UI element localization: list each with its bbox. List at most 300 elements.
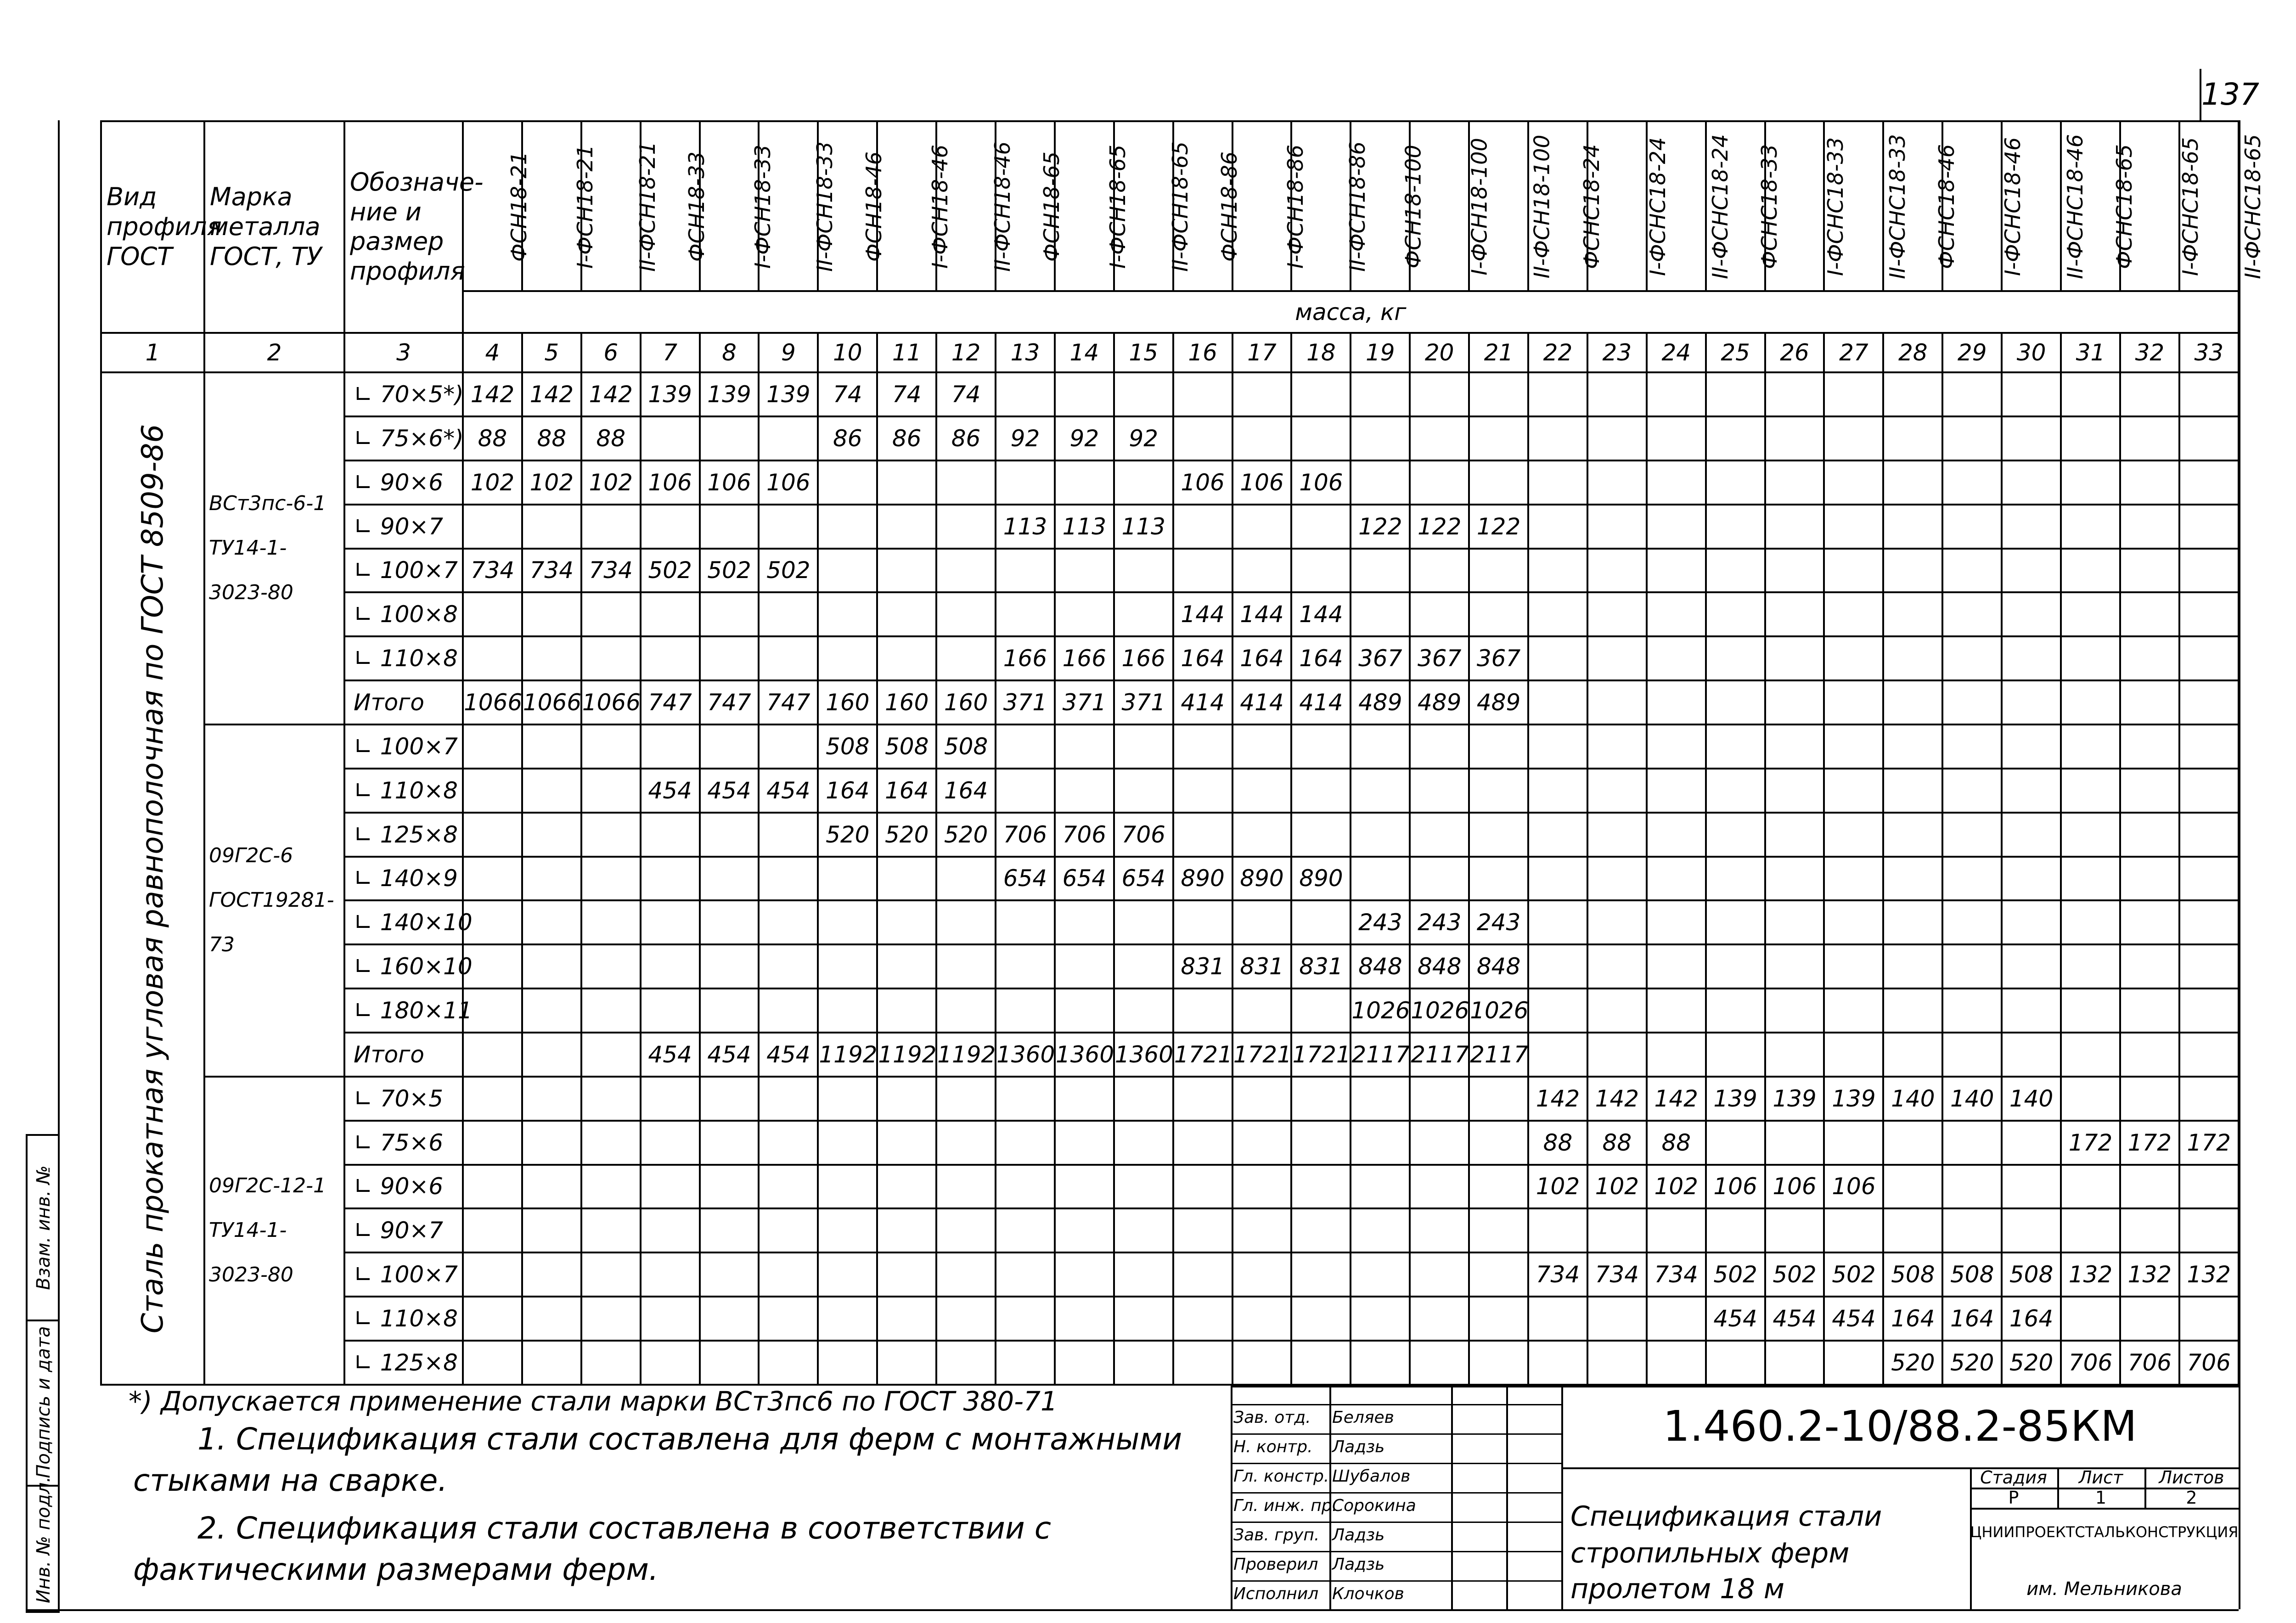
mass-value	[1883, 724, 1942, 769]
mass-value	[2179, 1077, 2239, 1121]
mass-value	[522, 1341, 581, 1385]
mass-value: 164	[1291, 636, 1351, 680]
header-column-number: 15	[1114, 333, 1173, 372]
mass-value: 454	[759, 769, 818, 813]
mass-value: 1026	[1469, 988, 1528, 1033]
mass-value: 172	[2120, 1121, 2179, 1165]
mass-value	[2179, 505, 2239, 549]
title-block	[1231, 1386, 2239, 1609]
mass-value: 106	[1291, 461, 1351, 505]
mass-value	[936, 900, 996, 944]
header-column-number: 18	[1291, 333, 1351, 372]
mass-value	[2120, 813, 2179, 857]
sheet-value: 1	[2095, 1488, 2107, 1508]
steel-standard: ГОСТ19281-73	[209, 888, 334, 956]
mass-value	[1173, 724, 1232, 769]
mass-value	[1942, 988, 2002, 1033]
mass-value	[1647, 857, 1706, 901]
mass-value	[1469, 461, 1528, 505]
mass-value	[1291, 1165, 1351, 1209]
mass-value: 502	[1765, 1252, 1824, 1297]
mass-value	[2179, 988, 2239, 1033]
mass-value	[1291, 724, 1351, 769]
mass-value	[1706, 680, 1765, 724]
mass-value	[1647, 592, 1706, 636]
mass-value: 520	[877, 813, 936, 857]
mass-value: 1026	[1410, 988, 1469, 1033]
mass-value	[1647, 1341, 1706, 1385]
stamp-role: Зав. груп.	[1233, 1526, 1320, 1544]
mass-value	[700, 988, 759, 1033]
mass-value	[581, 944, 641, 988]
mass-value	[1765, 769, 1824, 813]
mass-value	[1232, 416, 1292, 461]
mass-value	[641, 1341, 700, 1385]
mass-value	[1765, 461, 1824, 505]
mass-value	[1883, 944, 1942, 988]
mass-value	[1232, 372, 1292, 416]
mass-value	[641, 1165, 700, 1209]
mass-value	[1706, 724, 1765, 769]
mass-value	[759, 1165, 818, 1209]
mass-value	[2179, 1297, 2239, 1341]
header-designation: II-ФСНС18-46	[2002, 121, 2061, 291]
note-2-line-2: фактическими размерами ферм.	[133, 1552, 658, 1587]
mass-value: 489	[1410, 680, 1469, 724]
header-column-number: 20	[1410, 333, 1469, 372]
mass-value	[1765, 505, 1824, 549]
mass-value: 102	[463, 461, 522, 505]
mass-value: 106	[1765, 1165, 1824, 1209]
mass-value	[1173, 900, 1232, 944]
header-column-number: 23	[1587, 333, 1647, 372]
mass-value	[1706, 944, 1765, 988]
mass-value	[1706, 1341, 1765, 1385]
mass-value: 243	[1469, 900, 1528, 944]
mass-value	[1114, 549, 1173, 593]
mass-value	[641, 944, 700, 988]
mass-value	[1055, 944, 1114, 988]
header-profile-designation: Обозначе-ние и размер профиля	[344, 121, 463, 333]
mass-value	[936, 1077, 996, 1121]
mass-value	[877, 1077, 936, 1121]
mass-value: 654	[996, 857, 1055, 901]
mass-value: 848	[1469, 944, 1528, 988]
mass-value: 164	[1173, 636, 1232, 680]
mass-value	[936, 1165, 996, 1209]
mass-value	[1528, 1208, 1587, 1252]
mass-value: 734	[1647, 1252, 1706, 1297]
mass-value	[1055, 988, 1114, 1033]
mass-value	[996, 1121, 1055, 1165]
mass-value	[1055, 1252, 1114, 1297]
mass-value	[1765, 592, 1824, 636]
profile-size: ∟ 140×10	[344, 900, 463, 944]
header-designation: II-ФСН18-46	[936, 121, 996, 291]
mass-value	[1528, 372, 1587, 416]
mass-value	[1942, 900, 2002, 944]
frame-bottom-border	[26, 1609, 2239, 1611]
title-line-2: стропильных ферм	[1570, 1537, 1850, 1569]
mass-value	[1055, 592, 1114, 636]
steel-grade-cell	[204, 372, 344, 724]
mass-value	[2120, 461, 2179, 505]
mass-value: 142	[581, 372, 641, 416]
mass-value	[1410, 1121, 1469, 1165]
mass-value	[463, 1208, 522, 1252]
mass-value	[641, 1208, 700, 1252]
mass-value	[641, 900, 700, 944]
mass-value	[581, 1165, 641, 1209]
mass-value	[996, 988, 1055, 1033]
mass-value: 92	[996, 416, 1055, 461]
mass-value: 706	[1114, 813, 1173, 857]
mass-value	[1647, 769, 1706, 813]
header-column-number: 26	[1765, 333, 1824, 372]
mass-value	[1410, 592, 1469, 636]
mass-value	[2061, 680, 2120, 724]
header-column-number: 2	[204, 333, 344, 372]
mass-value	[2002, 1033, 2061, 1077]
mass-value: 1066	[463, 680, 522, 724]
mass-value	[1173, 505, 1232, 549]
mass-value	[996, 372, 1055, 416]
mass-value	[818, 592, 877, 636]
mass-value	[1647, 680, 1706, 724]
mass-value	[1883, 505, 1942, 549]
mass-value	[522, 944, 581, 988]
header-column-number: 17	[1232, 333, 1292, 372]
mass-value	[1706, 857, 1765, 901]
mass-value	[1291, 769, 1351, 813]
header-column-number: 32	[2120, 333, 2179, 372]
mass-value	[2179, 813, 2239, 857]
mass-value	[1765, 680, 1824, 724]
mass-value	[641, 416, 700, 461]
mass-value	[1173, 549, 1232, 593]
mass-value: 1192	[936, 1033, 996, 1077]
mass-value	[2179, 636, 2239, 680]
mass-value: 454	[700, 1033, 759, 1077]
mass-value	[1173, 416, 1232, 461]
header-designation: ФСНС18-33	[1706, 121, 1765, 291]
mass-value	[1351, 592, 1410, 636]
mass-value	[1883, 1033, 1942, 1077]
mass-value	[1824, 636, 1883, 680]
mass-value: 414	[1173, 680, 1232, 724]
mass-value	[1942, 549, 2002, 593]
mass-value	[1765, 372, 1824, 416]
mass-value	[641, 813, 700, 857]
footnote: *) Допускается применение стали марки ВСт3пс6 по ГОСТ 380-71	[129, 1386, 1058, 1417]
mass-value: 88	[1528, 1121, 1587, 1165]
mass-value: 502	[759, 549, 818, 593]
mass-value	[1528, 813, 1587, 857]
mass-value	[641, 857, 700, 901]
mass-value	[877, 1252, 936, 1297]
header-designation: II-ФСН18-86	[1291, 121, 1351, 291]
mass-value	[1883, 461, 1942, 505]
mass-value	[996, 769, 1055, 813]
mass-value	[1883, 1121, 1942, 1165]
profile-size: ∟ 90×6	[344, 1165, 463, 1209]
mass-value	[2061, 724, 2120, 769]
mass-value: 122	[1351, 505, 1410, 549]
mass-value	[2061, 461, 2120, 505]
mass-value	[759, 944, 818, 988]
mass-value	[877, 592, 936, 636]
mass-value	[581, 592, 641, 636]
mass-value	[1410, 1252, 1469, 1297]
mass-value	[2002, 1208, 2061, 1252]
mass-value	[996, 549, 1055, 593]
mass-value: 164	[1942, 1297, 2002, 1341]
mass-value	[1410, 372, 1469, 416]
mass-value	[759, 505, 818, 549]
mass-value	[1706, 549, 1765, 593]
mass-value	[1587, 813, 1647, 857]
header-designation: ФСН18-46	[818, 121, 877, 291]
mass-value: 122	[1410, 505, 1469, 549]
mass-value	[996, 1208, 1055, 1252]
mass-value: 489	[1351, 680, 1410, 724]
header-column-number: 27	[1824, 333, 1883, 372]
mass-value	[1942, 944, 2002, 988]
mass-value: 106	[1824, 1165, 1883, 1209]
header-designation: I-ФСНС18-46	[1942, 121, 2002, 291]
header-column-number: 9	[759, 333, 818, 372]
mass-value	[1824, 549, 1883, 593]
mass-value	[1824, 857, 1883, 901]
mass-value	[1291, 549, 1351, 593]
header-designation: I-ФСН18-65	[1055, 121, 1114, 291]
mass-value	[1765, 900, 1824, 944]
mass-value	[877, 944, 936, 988]
mass-value	[1232, 1297, 1292, 1341]
mass-value: 654	[1114, 857, 1173, 901]
mass-value	[463, 1252, 522, 1297]
mass-value	[759, 1208, 818, 1252]
mass-value	[1765, 1121, 1824, 1165]
organization-name: ЦНИИПРОЕКТСТАЛЬКОНСТРУКЦИЯ	[1970, 1523, 2239, 1541]
mass-value	[522, 505, 581, 549]
mass-value: 139	[1765, 1077, 1824, 1121]
mass-value: 86	[936, 416, 996, 461]
mass-value	[1114, 461, 1173, 505]
mass-value	[1055, 372, 1114, 416]
document-code: 1.460.2-10/88.2-85КМ	[1663, 1402, 2137, 1451]
header-designation: II-ФСНС18-33	[1824, 121, 1883, 291]
mass-value	[1351, 372, 1410, 416]
mass-value	[2179, 549, 2239, 593]
steel-mark: 09Г2С-12-1	[209, 1174, 326, 1198]
mass-value	[1824, 1121, 1883, 1165]
mass-value	[1055, 1341, 1114, 1385]
mass-value	[581, 988, 641, 1033]
profile-size: ∟ 90×6	[344, 461, 463, 505]
mass-value: 144	[1291, 592, 1351, 636]
mass-value	[1587, 724, 1647, 769]
mass-value: 1192	[818, 1033, 877, 1077]
mass-value	[1883, 592, 1942, 636]
mass-value	[1351, 769, 1410, 813]
mass-value	[2061, 372, 2120, 416]
mass-value	[1706, 988, 1765, 1033]
mass-value	[1824, 769, 1883, 813]
mass-value	[1528, 857, 1587, 901]
header-designation: II-ФСН18-65	[1114, 121, 1173, 291]
mass-value: 1360	[1114, 1033, 1173, 1077]
mass-value	[1824, 988, 1883, 1033]
mass-value: 1192	[877, 1033, 936, 1077]
mass-value: 734	[522, 549, 581, 593]
mass-value	[1647, 461, 1706, 505]
mass-value	[2179, 1033, 2239, 1077]
mass-value: 747	[641, 680, 700, 724]
mass-value	[1942, 461, 2002, 505]
mass-value: 132	[2179, 1252, 2239, 1297]
mass-value	[1824, 1341, 1883, 1385]
mass-value	[2002, 1121, 2061, 1165]
mass-value	[1410, 549, 1469, 593]
mass-value: 1721	[1291, 1033, 1351, 1077]
mass-value	[1173, 372, 1232, 416]
mass-value	[2061, 1297, 2120, 1341]
mass-value	[818, 988, 877, 1033]
mass-value: 734	[581, 549, 641, 593]
mass-value	[936, 1208, 996, 1252]
mass-value	[1232, 1121, 1292, 1165]
mass-value	[1706, 505, 1765, 549]
mass-value: 371	[1055, 680, 1114, 724]
steel-mark: ВСт3пс-6-1	[209, 492, 326, 516]
mass-value: 140	[1942, 1077, 2002, 1121]
mass-value	[2120, 769, 2179, 813]
header-steel-mark: Марка металла ГОСТ, ТУ	[204, 121, 344, 333]
mass-value	[996, 1077, 1055, 1121]
mass-value	[2120, 636, 2179, 680]
mass-value	[2061, 988, 2120, 1033]
header-designation: I-ФСН18-100	[1410, 121, 1469, 291]
mass-value	[2179, 724, 2239, 769]
mass-value: 890	[1173, 857, 1232, 901]
mass-value	[1232, 988, 1292, 1033]
mass-value	[700, 1121, 759, 1165]
mass-value: 142	[1647, 1077, 1706, 1121]
mass-value	[1232, 900, 1292, 944]
mass-value	[463, 724, 522, 769]
stamp-name: Ладзь	[1332, 1555, 1385, 1574]
mass-value	[641, 636, 700, 680]
mass-value	[2002, 680, 2061, 724]
mass-value	[522, 988, 581, 1033]
header-column-number: 31	[2061, 333, 2120, 372]
mass-value	[1765, 1341, 1824, 1385]
mass-value	[1114, 1208, 1173, 1252]
profile-size: ∟ 100×7	[344, 1252, 463, 1297]
profile-size: ∟ 125×8	[344, 813, 463, 857]
mass-value	[1587, 416, 1647, 461]
mass-value	[818, 1208, 877, 1252]
mass-value: 132	[2120, 1252, 2179, 1297]
mass-value	[1647, 944, 1706, 988]
mass-value: 520	[936, 813, 996, 857]
mass-value: 890	[1291, 857, 1351, 901]
stamp-name: Сорокина	[1332, 1496, 1416, 1515]
mass-value	[1942, 1208, 2002, 1252]
mass-value: 520	[2002, 1341, 2061, 1385]
mass-value	[2120, 680, 2179, 724]
note-2-line-1: 2. Спецификация стали составлена в соответствии с	[197, 1511, 1052, 1546]
mass-value	[1410, 769, 1469, 813]
mass-value	[641, 1077, 700, 1121]
mass-value	[1824, 416, 1883, 461]
mass-value	[1883, 416, 1942, 461]
mass-value	[700, 1252, 759, 1297]
mass-value	[1528, 944, 1587, 988]
mass-value: 371	[996, 680, 1055, 724]
mass-value	[936, 857, 996, 901]
mass-value	[1824, 900, 1883, 944]
mass-value	[1942, 1121, 2002, 1165]
mass-value	[1410, 857, 1469, 901]
mass-value	[1883, 769, 1942, 813]
mass-value	[522, 1033, 581, 1077]
mass-value	[700, 724, 759, 769]
header-column-number: 1	[101, 333, 204, 372]
mass-value	[1469, 1208, 1528, 1252]
mass-value: 508	[877, 724, 936, 769]
mass-value	[877, 988, 936, 1033]
mass-value	[1883, 549, 1942, 593]
mass-value: 88	[522, 416, 581, 461]
header-column-number: 28	[1883, 333, 1942, 372]
mass-value: 508	[818, 724, 877, 769]
mass-value	[1469, 724, 1528, 769]
mass-value	[1291, 1077, 1351, 1121]
header-column-number: 21	[1469, 333, 1528, 372]
header-column-number: 14	[1055, 333, 1114, 372]
profile-size: ∟ 90×7	[344, 1208, 463, 1252]
mass-value	[700, 1297, 759, 1341]
header-designation: I-ФСНС18-24	[1587, 121, 1647, 291]
mass-value: 144	[1173, 592, 1232, 636]
profile-size: ∟ 140×9	[344, 857, 463, 901]
header-column-number: 11	[877, 333, 936, 372]
mass-value	[1410, 1341, 1469, 1385]
mass-value	[463, 1165, 522, 1209]
mass-value: 454	[641, 1033, 700, 1077]
mass-value: 1066	[522, 680, 581, 724]
note-1-line-1: 1. Спецификация стали составлена для ферм с монтажными	[197, 1421, 1182, 1457]
mass-value	[818, 461, 877, 505]
mass-value: 164	[818, 769, 877, 813]
mass-value: 102	[1647, 1165, 1706, 1209]
mass-value: 2117	[1410, 1033, 1469, 1077]
mass-value	[1173, 769, 1232, 813]
mass-value: 74	[936, 372, 996, 416]
mass-value: 132	[2061, 1252, 2120, 1297]
mass-value	[1291, 900, 1351, 944]
mass-value: 102	[581, 461, 641, 505]
mass-value	[1706, 592, 1765, 636]
mass-value: 102	[1587, 1165, 1647, 1209]
mass-value	[1114, 1077, 1173, 1121]
mass-value	[463, 592, 522, 636]
mass-value	[641, 724, 700, 769]
mass-value	[1528, 461, 1587, 505]
mass-value	[1291, 813, 1351, 857]
